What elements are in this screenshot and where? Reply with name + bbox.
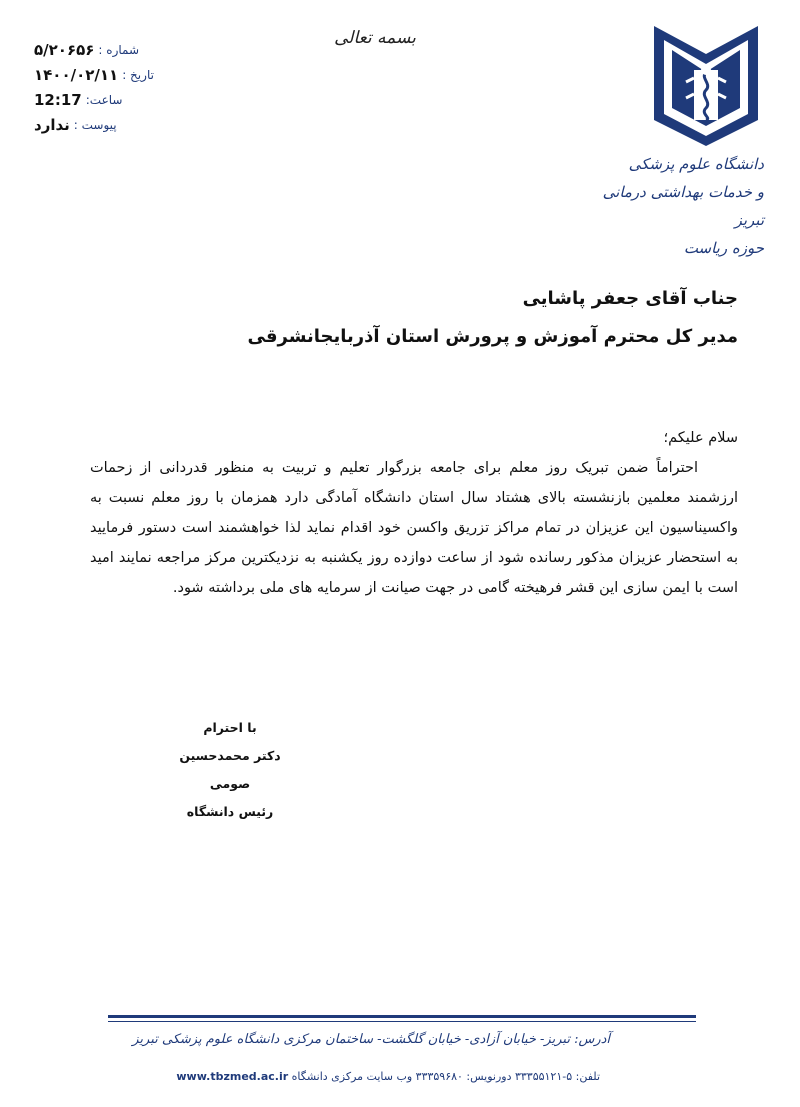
- footer-divider-thin: [108, 1021, 696, 1022]
- footer-divider: [108, 1015, 696, 1018]
- addressee-name: جناب آقای جعفر پاشایی: [522, 288, 738, 309]
- letter-meta: [34, 38, 164, 138]
- meta-number-value: ۵/۲۰۶۵۶: [34, 41, 95, 59]
- meta-attachment-label: پیوست :: [73, 118, 117, 132]
- footer-contact-text: تلفن: ۵-۳۳۳۵۵۱۲۱ دورنویس: ۳۳۳۵۹۶۸۰ وب سایت مرکزی دانشگاه: [291, 1070, 600, 1083]
- footer-website-link[interactable]: www.tbzmed.ac.ir: [176, 1070, 289, 1083]
- meta-number-label: شماره :: [98, 43, 140, 57]
- logo-caption: [594, 150, 764, 262]
- meta-time: [34, 88, 164, 113]
- logo-caption-line: دانشگاه علوم پزشکی: [628, 155, 764, 173]
- body-paragraph: احتراماً ضمن تبریک روز معلم برای جامعه بزرگوار تعلیم و تربیت به منظور قدردانی از زحمات ارزشمند معلمین بازنشسته بالای هشتاد سال استان دانشگاه آمادگی دارد همزمان با روز معلم نسبت به واکسیناسیون این عزیزان در تمام مراکز تزریق واکسن خود اقدام نماید لذا خواهشمند است دستور فرمایید به استحضار عزیزان مذکور رسانده شود از ساعت دوازده روز یکشنبه به نزدیکترین مرکز مراجعه نمایند امید است با ایمن سازی این قشر فرهیخته گامی در جهت صیانت از سرمایه های ملی برداشته شود.: [90, 460, 738, 596]
- meta-time-value: 12:17: [34, 91, 82, 109]
- meta-attachment: [34, 113, 164, 138]
- university-logo-icon: [646, 20, 766, 150]
- signature-name: دکتر محمدحسین صومی: [179, 748, 281, 791]
- meta-date-label: تاریخ :: [122, 68, 154, 82]
- meta-date-value: ۱۴۰۰/۰۲/۱۱: [34, 66, 119, 84]
- logo-caption-line: حوزه ریاست: [683, 239, 764, 257]
- meta-date: [34, 63, 164, 88]
- bismillah: بسمه تعالی: [334, 28, 416, 48]
- letter-body: [90, 423, 738, 603]
- signature-block: [160, 714, 300, 826]
- signature-closing: با احترام: [203, 720, 257, 735]
- addressee: [218, 280, 738, 356]
- footer-contact: [176, 1070, 600, 1083]
- meta-number: [34, 38, 164, 63]
- meta-time-label: ساعت:: [85, 93, 123, 107]
- greeting: سلام علیکم؛: [663, 430, 738, 446]
- addressee-title: مدیر کل محترم آموزش و پرورش استان آذربایجانشرقی: [247, 326, 738, 347]
- footer-address: آدرس: تبریز- خیابان آزادی- خیابان گلگشت- ساختمان مرکزی دانشگاه علوم پزشکی تبریز: [132, 1032, 610, 1047]
- logo-caption-line: و خدمات بهداشتی درمانی تبریز: [602, 183, 764, 229]
- meta-attachment-value: ندارد: [34, 116, 70, 134]
- signature-title: رئیس دانشگاه: [186, 804, 274, 819]
